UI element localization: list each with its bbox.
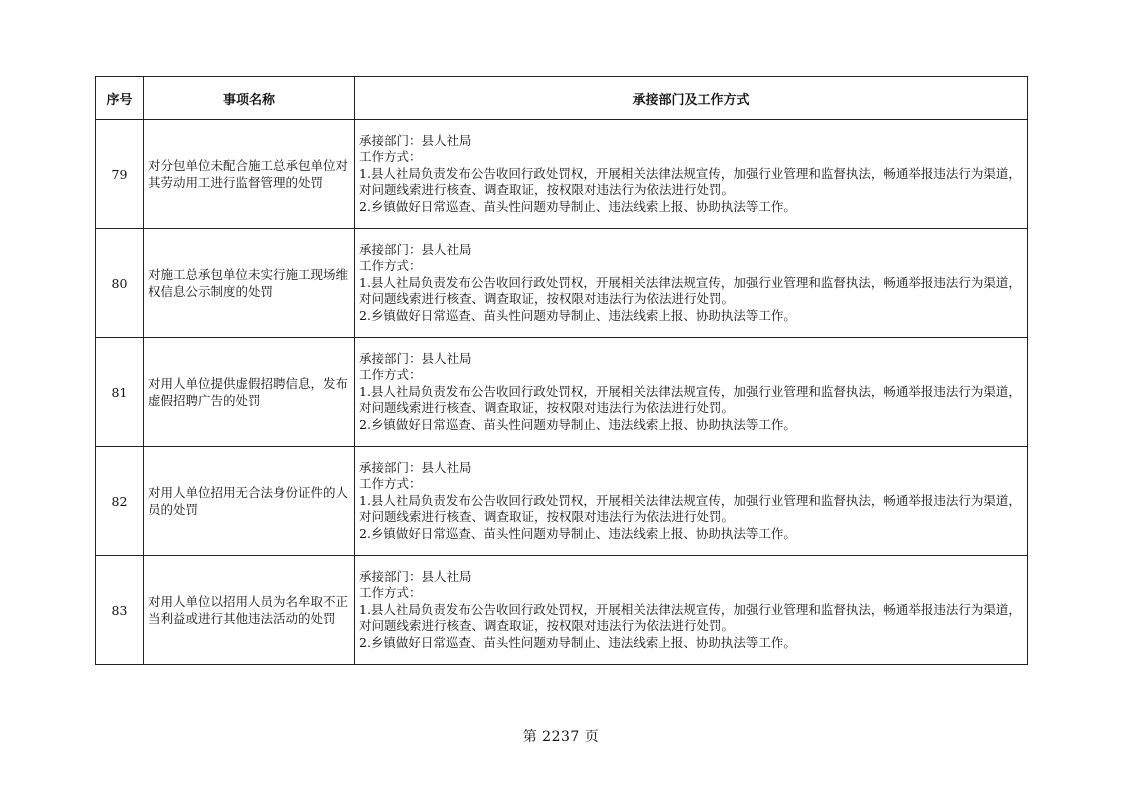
row-department: 承接部门：县人社局 bbox=[359, 241, 472, 257]
row-method-label: 工作方式： bbox=[359, 367, 422, 383]
row-method-item-2: 2.乡镇做好日常巡查、苗头性问题劝导制止、违法线索上报、协助执法等工作。 bbox=[359, 307, 796, 323]
row-detail-cell bbox=[355, 447, 1028, 556]
table-header-row bbox=[96, 77, 1028, 120]
row-matter-name: 对用人单位招用无合法身份证件的人员的处罚 bbox=[144, 447, 355, 556]
row-method-label: 工作方式： bbox=[359, 258, 422, 274]
row-serial-number: 79 bbox=[96, 120, 144, 229]
row-department: 承接部门：县人社局 bbox=[359, 132, 472, 148]
row-method-item-1: 1.县人社局负责发布公告收回行政处罚权，开展相关法律法规宣传，加强行业管理和监督执法，畅通举报违法行为渠道，对问题线索进行核查、调查取证，按权限对违法行为依法进行处罚。 bbox=[359, 274, 1021, 307]
table-row bbox=[96, 120, 1028, 229]
table-row bbox=[96, 556, 1028, 665]
table-row bbox=[96, 229, 1028, 338]
row-serial-number: 81 bbox=[96, 338, 144, 447]
row-matter-name: 对分包单位未配合施工总承包单位对其劳动用工进行监督管理的处罚 bbox=[144, 120, 355, 229]
row-matter-name: 对用人单位以招用人员为名牟取不正当利益或进行其他违法活动的处罚 bbox=[144, 556, 355, 665]
row-method-item-1: 1.县人社局负责发布公告收回行政处罚权，开展相关法律法规宣传，加强行业管理和监督执法，畅通举报违法行为渠道，对问题线索进行核查、调查取证，按权限对违法行为依法进行处罚。 bbox=[359, 492, 1021, 525]
row-method-item-1: 1.县人社局负责发布公告收回行政处罚权，开展相关法律法规宣传，加强行业管理和监督执法，畅通举报违法行为渠道，对问题线索进行核查、调查取证，按权限对违法行为依法进行处罚。 bbox=[359, 601, 1021, 634]
header-department-and-method: 承接部门及工作方式 bbox=[355, 77, 1028, 120]
page-number: 第 2237 页 bbox=[522, 729, 600, 745]
row-department: 承接部门：县人社局 bbox=[359, 568, 472, 584]
row-serial-number: 83 bbox=[96, 556, 144, 665]
row-method-item-2: 2.乡镇做好日常巡查、苗头性问题劝导制止、违法线索上报、协助执法等工作。 bbox=[359, 198, 796, 214]
header-matter-name: 事项名称 bbox=[144, 77, 355, 120]
header-serial-number: 序号 bbox=[96, 77, 144, 120]
row-detail-cell bbox=[355, 120, 1028, 229]
row-method-item-2: 2.乡镇做好日常巡查、苗头性问题劝导制止、违法线索上报、协助执法等工作。 bbox=[359, 525, 796, 541]
row-method-item-1: 1.县人社局负责发布公告收回行政处罚权，开展相关法律法规宣传，加强行业管理和监督执法，畅通举报违法行为渠道，对问题线索进行核查、调查取证，按权限对违法行为依法进行处罚。 bbox=[359, 383, 1021, 416]
row-method-label: 工作方式： bbox=[359, 476, 422, 492]
row-serial-number: 80 bbox=[96, 229, 144, 338]
row-department: 承接部门：县人社局 bbox=[359, 350, 472, 366]
row-method-item-1: 1.县人社局负责发布公告收回行政处罚权，开展相关法律法规宣传，加强行业管理和监督执法，畅通举报违法行为渠道，对问题线索进行核查、调查取证，按权限对违法行为依法进行处罚。 bbox=[359, 165, 1021, 198]
row-serial-number: 82 bbox=[96, 447, 144, 556]
row-method-label: 工作方式： bbox=[359, 149, 422, 165]
row-method-label: 工作方式： bbox=[359, 585, 422, 601]
row-method-item-2: 2.乡镇做好日常巡查、苗头性问题劝导制止、违法线索上报、协助执法等工作。 bbox=[359, 634, 796, 650]
row-matter-name: 对施工总承包单位未实行施工现场维权信息公示制度的处罚 bbox=[144, 229, 355, 338]
row-matter-name: 对用人单位提供虚假招聘信息，发布虚假招聘广告的处罚 bbox=[144, 338, 355, 447]
table-row bbox=[96, 447, 1028, 556]
row-department: 承接部门：县人社局 bbox=[359, 459, 472, 475]
row-detail-cell bbox=[355, 229, 1028, 338]
table-row bbox=[96, 338, 1028, 447]
row-detail-cell bbox=[355, 556, 1028, 665]
row-method-item-2: 2.乡镇做好日常巡查、苗头性问题劝导制止、违法线索上报、协助执法等工作。 bbox=[359, 416, 796, 432]
matters-table bbox=[95, 76, 1028, 665]
row-detail-cell bbox=[355, 338, 1028, 447]
